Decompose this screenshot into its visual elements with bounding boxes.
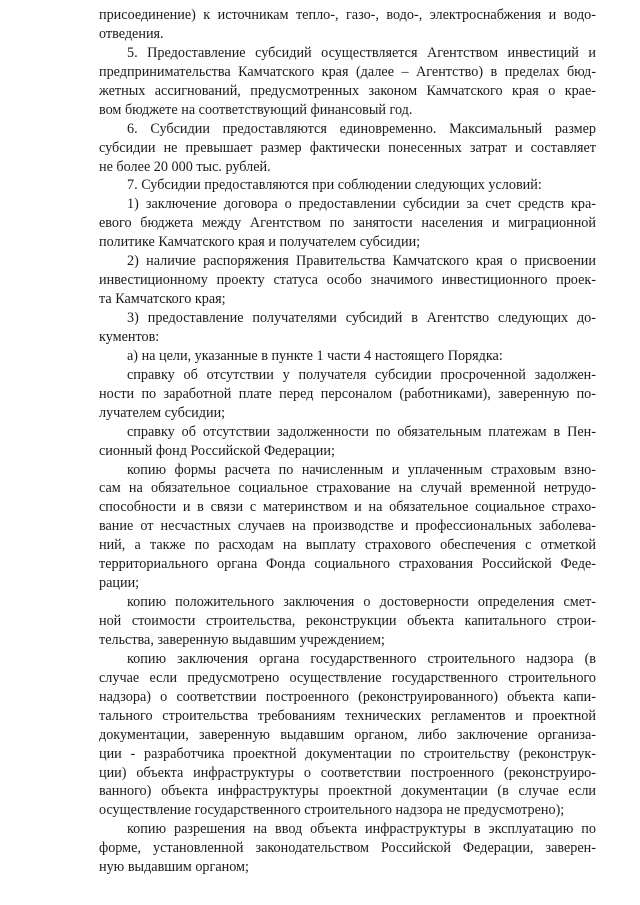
text-line: политике Камчатского края и получателем субсидии; bbox=[99, 234, 421, 251]
text-line: субсидии не превышает размер фактически понесенных затрат и составляет bbox=[99, 139, 596, 156]
text-line: 1) заключение договора о предоставлении субсидии за счет средств кра- bbox=[127, 196, 596, 213]
text-line: вом бюджете на соответствующий финансовый год. bbox=[99, 101, 413, 118]
text-line: ванного) объекта инфраструктуры проектной документации (в случае если bbox=[99, 783, 596, 800]
text-line: копию формы расчета по начисленным и уплаченным страховым взно- bbox=[127, 461, 596, 478]
text-line: ции) объекта инфраструктуры о соответствии построенного (реконструиро- bbox=[99, 764, 596, 781]
text-line: справку об отсутствии задолженности по обязательным платежам в Пен- bbox=[127, 423, 596, 440]
text-line: 7. Субсидии предоставляются при соблюдении следующих условий: bbox=[127, 177, 542, 194]
text-line: территориального органа Фонда социального страхования Российской Феде- bbox=[99, 556, 596, 573]
text-line: ной стоимости строительства, реконструкции объекта капитального строи- bbox=[99, 613, 596, 629]
text-line: ний, а также по расходам на выплату страхового обеспечения с отметкой bbox=[99, 537, 596, 554]
text-line: надзора) о соответствии построенного (реконструированного) объекта капи- bbox=[99, 688, 596, 705]
text-line: форме, установленной законодательством Российской Федерации, заверен- bbox=[99, 840, 596, 857]
text-line: сам на обязательное социальное страхование на случай временной нетрудо- bbox=[99, 480, 596, 497]
text-line: присоединение) к источникам тепло-, газо-, водо-, электроснабжения и водо- bbox=[99, 7, 596, 23]
text-line: евого бюджета между Агентством по занятости населения и миграционной bbox=[99, 215, 596, 232]
text-line: осуществление государственного строительного надзора не предусмотрено); bbox=[99, 802, 565, 819]
text-line: случае если предусмотрено осуществление государственного строительного bbox=[99, 669, 596, 686]
text-line: ности по заработной плате перед персоналом (работниками), заверенную по- bbox=[99, 385, 596, 402]
text-line: не более 20 000 тыс. рублей. bbox=[99, 158, 271, 175]
text-line: отведения. bbox=[99, 25, 164, 42]
text-line: инвестиционному проекту статуса особо значимого инвестиционного проек- bbox=[99, 272, 596, 289]
text-line: справку об отсутствии у получателя субсидии просроченной задолжен- bbox=[127, 366, 596, 383]
text-line: а) на цели, указанные в пункте 1 части 4 настоящего Порядка: bbox=[127, 347, 503, 364]
text-line: рации; bbox=[99, 575, 140, 592]
text-line: сионный фонд Российской Федерации; bbox=[99, 442, 335, 459]
text-line: копию заключения органа государственного строительного надзора (в bbox=[127, 650, 596, 667]
text-line: 2) наличие распоряжения Правительства Камчатского края о присвоении bbox=[127, 253, 596, 270]
text-line: способности и в связи с материнством и на обязательное социальное страхо- bbox=[99, 499, 596, 516]
text-line: документации, заверенную выдавшим органом, либо заключение организа- bbox=[99, 726, 596, 743]
text-line: вание от несчастных случаев на производстве и профессиональных заболева- bbox=[99, 518, 596, 535]
text-line: тельства, заверенную выдавшим учреждением; bbox=[99, 631, 385, 648]
text-line: 5. Предоставление субсидий осуществляется Агентством инвестиций и bbox=[127, 44, 596, 61]
text-line: 6. Субсидии предоставляются единовременно. Максимальный размер bbox=[127, 120, 596, 137]
text-line: та Камчатского края; bbox=[99, 291, 226, 308]
text-line: предпринимательства Камчатского края (далее – Агентство) в пределах бюд- bbox=[99, 63, 596, 80]
text-line: ции - разработчика проектной документации по строительству (реконструк- bbox=[99, 745, 596, 762]
text-line: жетных ассигнований, предусмотренных законом Камчатского края о крае- bbox=[99, 82, 596, 99]
text-line: копию разрешения на ввод объекта инфраструктуры в эксплуатацию по bbox=[127, 821, 596, 838]
document-page bbox=[99, 6, 596, 877]
text-line: кументов: bbox=[99, 328, 160, 345]
text-line: ную выдавшим органом; bbox=[99, 859, 249, 876]
text-line: копию положительного заключения о достоверности определения смет- bbox=[127, 594, 596, 611]
text-line: тального строительства требованиям технических регламентов и проектной bbox=[99, 707, 596, 724]
text-line: 3) предоставление получателями субсидий в Агентство следующих до- bbox=[127, 310, 596, 326]
text-line: лучателем субсидии; bbox=[99, 404, 226, 421]
